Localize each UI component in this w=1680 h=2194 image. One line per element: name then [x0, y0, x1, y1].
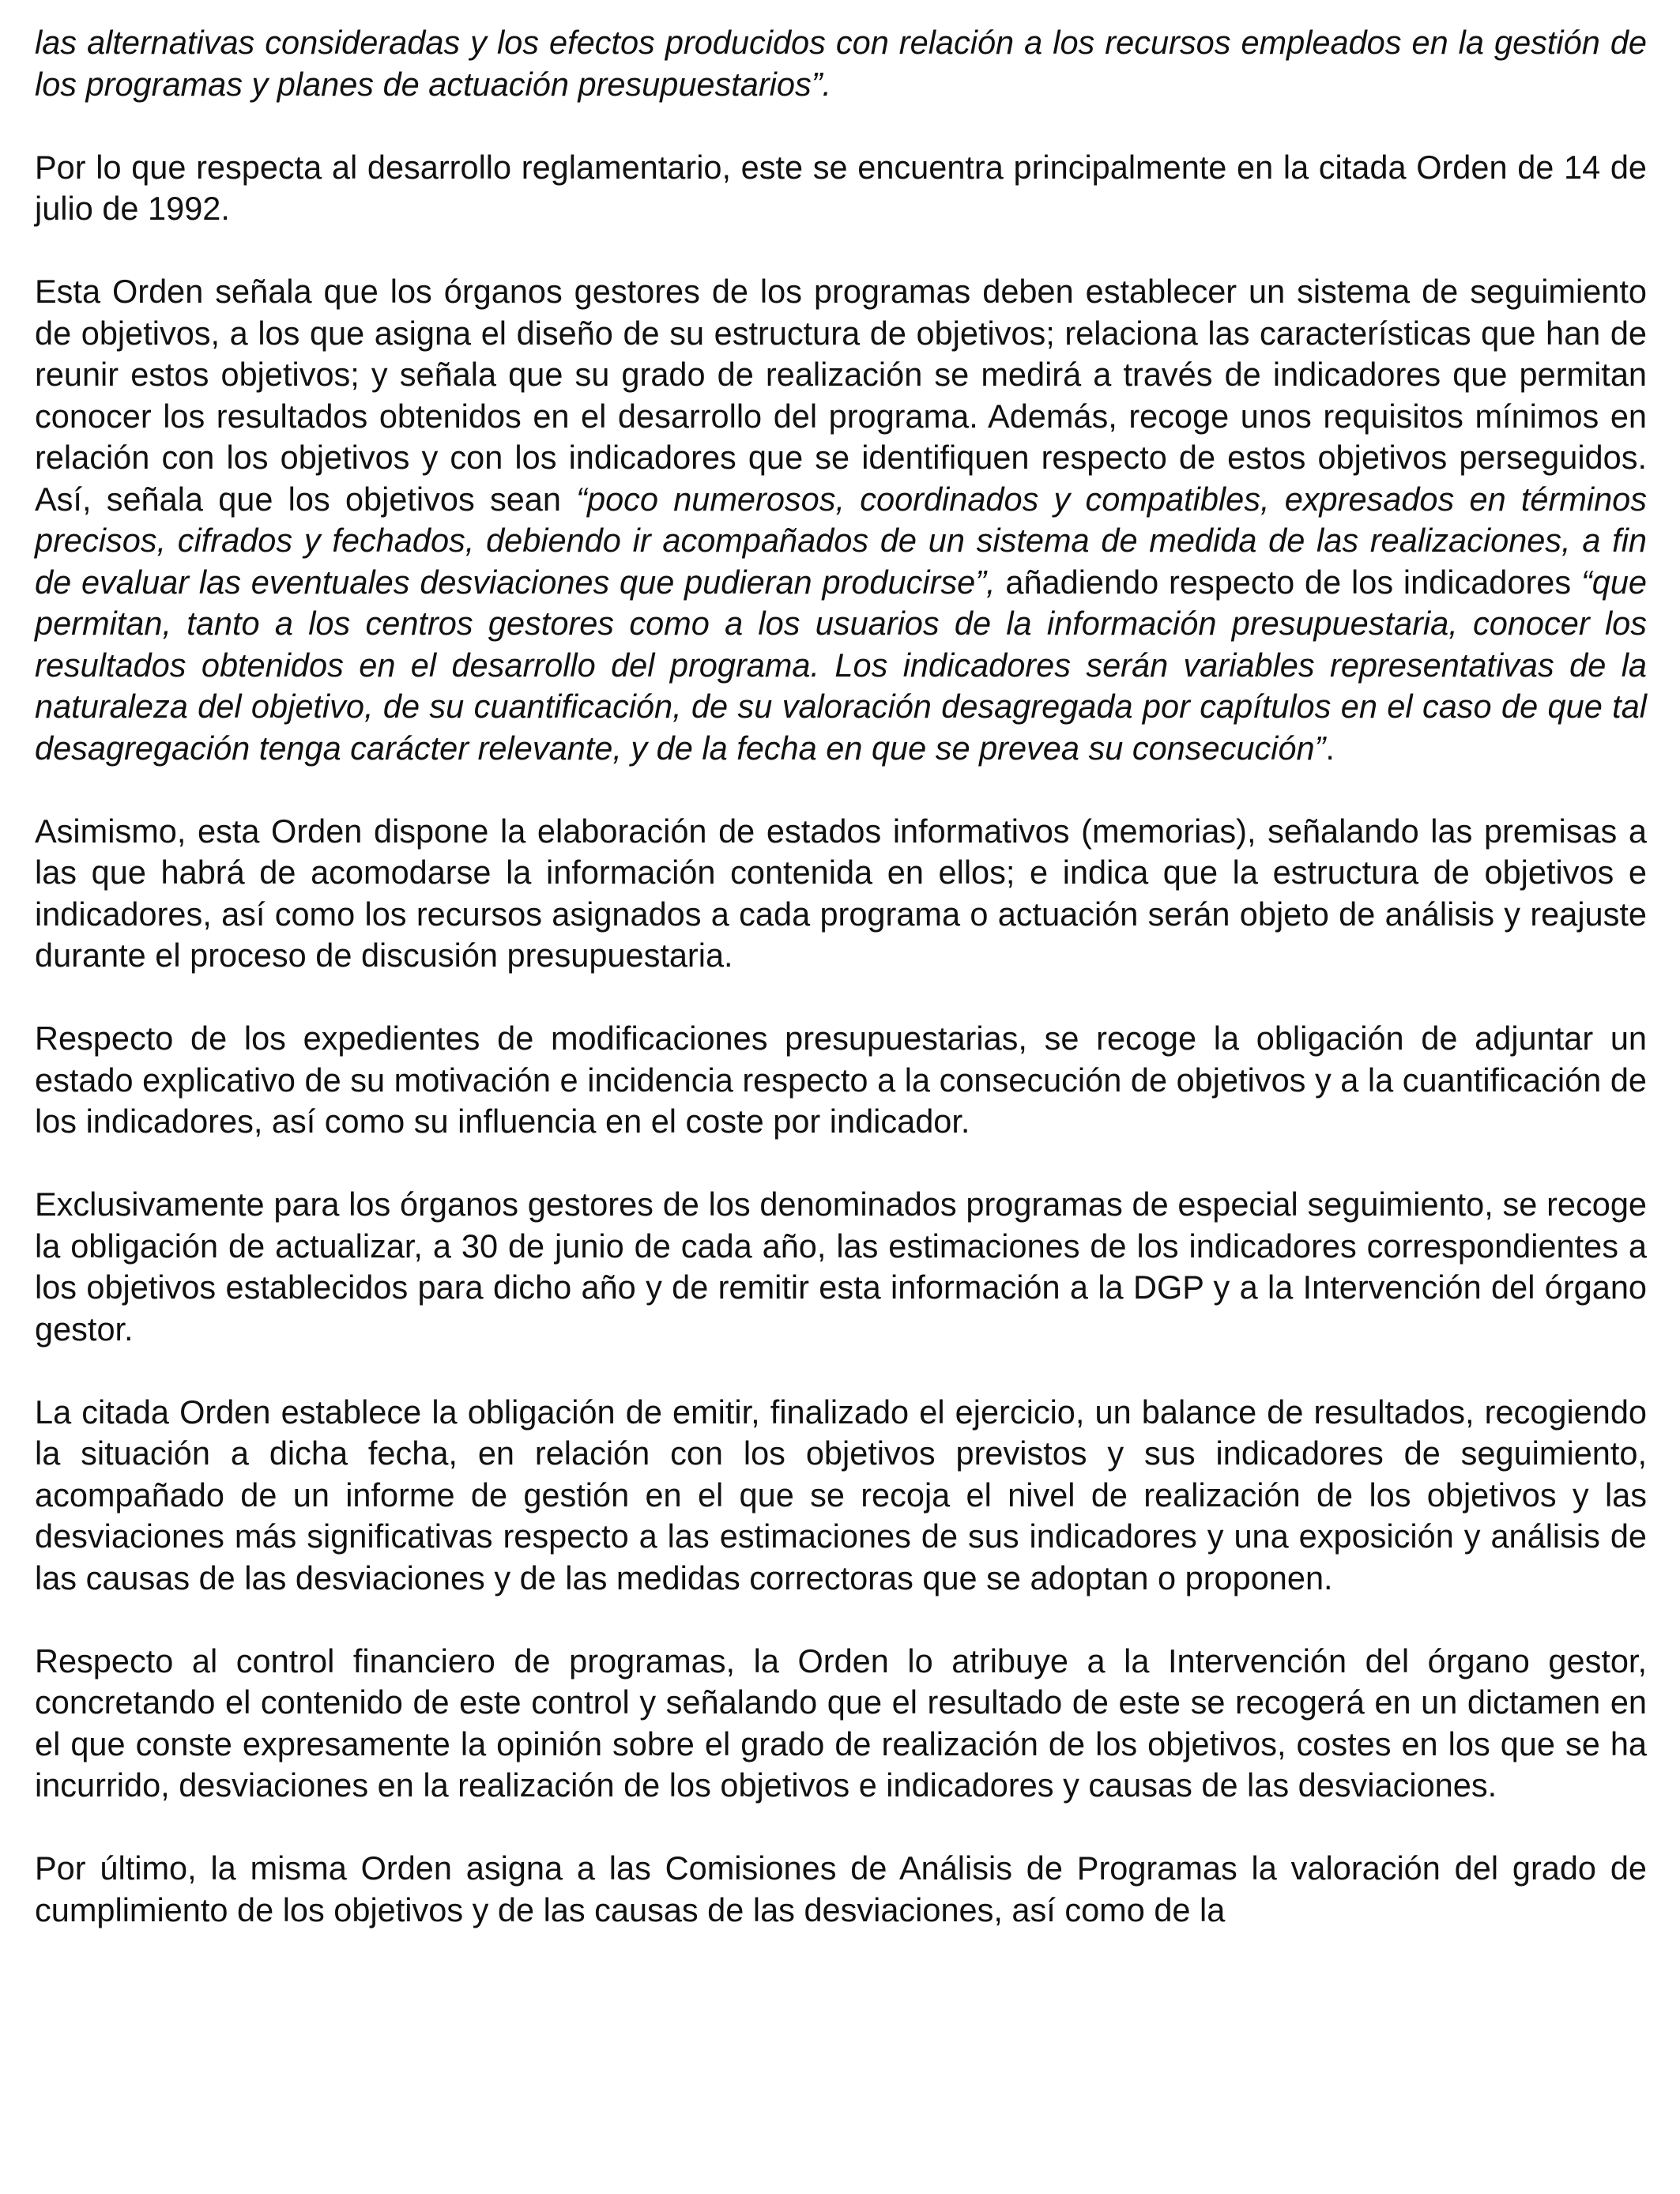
- body-text: Respecto al control financiero de programas, la Orden lo atribuye a la Intervención del órgano gestor, concretando el contenido de este control y señalando que el resultado de este se recogerá en un dictamen en el que conste expresamente la opinión sobre el grado de realización de los objetivos, costes en los que se ha incurrido, desviaciones en la realización de los objetivos e indicadores y causas de las desviaciones.: [35, 1642, 1647, 1804]
- body-text: Esta Orden señala que los órganos gestores de los programas deben establecer un sistema de seguimiento de objetivos, a los que asigna el diseño de su estructura de objetivos; relaciona las características que han de reunir estos objetivos; y señala que su grado de realización se medirá a través de indicadores que permitan conocer los resultados obtenidos en el desarrollo del programa. Además, recoge unos requisitos mínimos en relación con los objetivos y con los indicadores que se identifiquen respecto de estos objetivos perseguidos. Así, señala que los objetivos sean: [35, 273, 1647, 518]
- paragraph-p7: [35, 1392, 1647, 1600]
- document-page: [35, 22, 1647, 1931]
- paragraph-p6: [35, 1184, 1647, 1350]
- paragraph-p4: [35, 811, 1647, 977]
- body-text: añadiendo respecto de los indicadores: [995, 563, 1581, 601]
- quoted-text: las alternativas consideradas y los efectos producidos con relación a los recursos empleados en la gestión de los programas y planes de actuación presupuestarios”.: [35, 24, 1647, 103]
- body-text: Por lo que respecta al desarrollo reglamentario, este se encuentra principalmente en la citada Orden de 14 de julio de 1992.: [35, 148, 1647, 227]
- quoted-text: “que permitan, tanto a los centros gestores como a los usuarios de la información presupuestaria, conocer los resultados obtenidos en el desarrollo del programa. Los indicadores serán variables representativas de la naturaleza del objetivo, de su cuantificación, de su valoración desagregada por capítulos en el caso de que tal desagregación tenga carácter relevante, y de la fecha en que se prevea su consecución”: [35, 563, 1648, 767]
- paragraph-p3: [35, 271, 1647, 769]
- paragraph-p2: [35, 147, 1647, 230]
- body-text: Asimismo, esta Orden dispone la elaboración de estados informativos (memorias), señalando las premisas a las que habrá de acomodarse la información contenida en ellos; e indica que la estructura de objetivos e indicadores, así como los recursos asignados a cada programa o actuación serán objeto de análisis y reajuste durante el proceso de discusión presupuestaria.: [35, 812, 1647, 974]
- paragraph-p5: [35, 1018, 1647, 1143]
- body-text: Por último, la misma Orden asigna a las Comisiones de Análisis de Programas la valoración del grado de cumplimiento de los objetivos y de las causas de las desviaciones, así como de la: [35, 1849, 1647, 1928]
- quoted-text: “poco numerosos, coordinados y compatibles, expresados en términos precisos, cifrados y fechados, debiendo ir acompañados de un sistema de medida de las realizaciones, a fin de evaluar las eventuales desviaciones que pudieran producirse”,: [35, 480, 1647, 601]
- body-text: .: [1325, 729, 1335, 767]
- paragraph-p9: [35, 1848, 1647, 1931]
- paragraph-p8: [35, 1641, 1647, 1807]
- body-text: Respecto de los expedientes de modificaciones presupuestarias, se recoge la obligación de adjuntar un estado explicativo de su motivación e incidencia respecto a la consecución de objetivos y a la cuantificación de los indicadores, así como su influencia en el coste por indicador.: [35, 1020, 1647, 1140]
- paragraph-p1: [35, 22, 1647, 105]
- body-text: La citada Orden establece la obligación de emitir, finalizado el ejercicio, un balance de resultados, recogiendo la situación a dicha fecha, en relación con los objetivos previstos y sus indicadores de seguimiento, acompañado de un informe de gestión en el que se recoja el nivel de realización de los objetivos y las desviaciones más significativas respecto a las estimaciones de sus indicadores y una exposición y análisis de las causas de las desviaciones y de las medidas correctoras que se adoptan o proponen.: [35, 1393, 1647, 1596]
- body-text: Exclusivamente para los órganos gestores de los denominados programas de especial seguimiento, se recoge la obligación de actualizar, a 30 de junio de cada año, las estimaciones de los indicadores correspondientes a los objetivos establecidos para dicho año y de remitir esta información a la DGP y a la Intervención del órgano gestor.: [35, 1186, 1647, 1348]
